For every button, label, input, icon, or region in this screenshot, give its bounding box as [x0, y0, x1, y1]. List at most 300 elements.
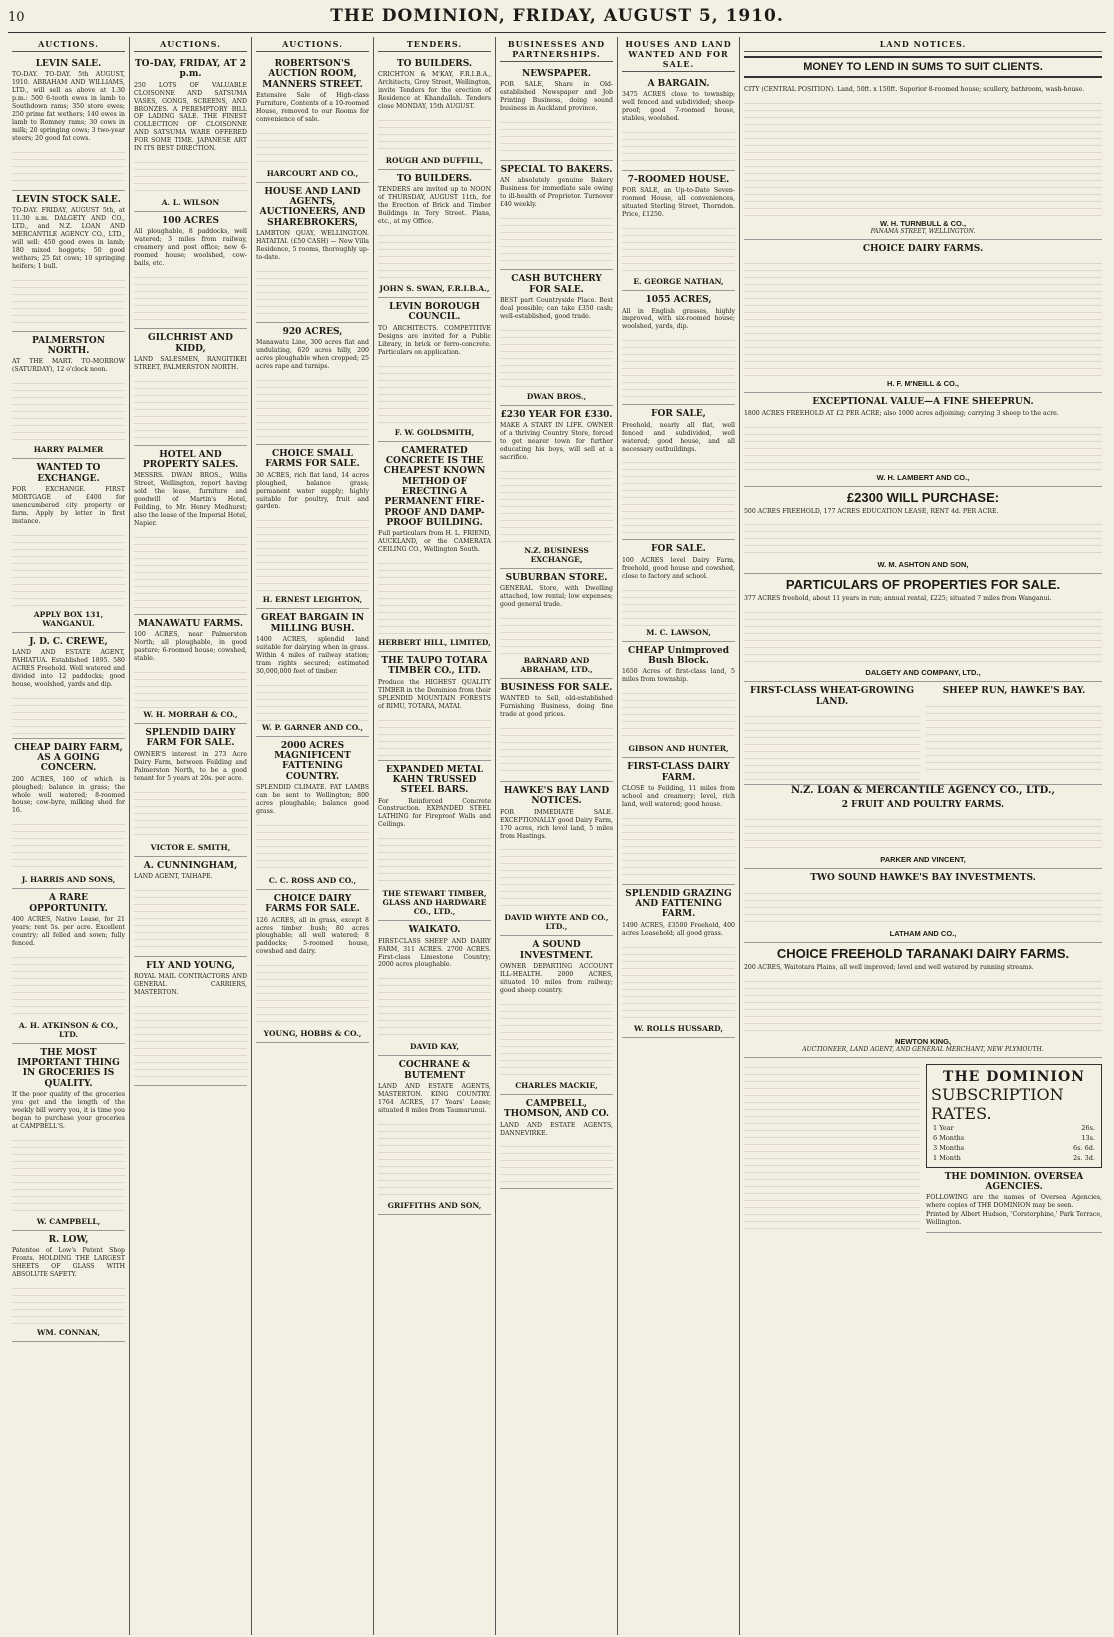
ad-title: GREAT BARGAIN IN MILLING BUSH. [260, 613, 365, 634]
text-block [12, 377, 125, 443]
text-block [378, 360, 491, 426]
advertiser-name: APPLY BOX 131, WANGANUI. [33, 609, 104, 628]
ad [744, 682, 1102, 785]
text-block [134, 271, 247, 324]
ad-body: CLOSE to Feilding, 11 miles from school and creamery; level, rich land, well watered; good house. [622, 784, 735, 808]
advertiser-name: BARNARD AND ABRAHAM, LTD., [520, 655, 593, 674]
ad [12, 459, 125, 632]
text-block [378, 1118, 491, 1199]
advertiser-name: YOUNG, HOBBS & CO., [263, 1029, 362, 1039]
page-number: 10 [8, 10, 25, 25]
ad-body: GENERAL Store, with Dwelling attached, low rental; low expenses; good general trade. [500, 585, 613, 608]
advertiser-address: PANAMA STREET, WELLINGTON. [870, 227, 976, 235]
text-block [744, 421, 1102, 471]
ad-body: 1490 ACRES, £3500 Freehold, 400 acres Leasehold; all good grass. [622, 921, 735, 937]
ad-title: 2 FRUIT AND POULTRY FARMS. [841, 800, 1005, 810]
ad-body: TO ARCHITECTS. COMPETITIVE Designs are invited for a Public Library, in brick or ferro-concrete. Particulars on application. [378, 324, 491, 356]
advertiser-name: THE STEWART TIMBER, GLASS AND HARDWARE CO., LTD., [382, 889, 487, 917]
section-head: TENDERS. [378, 39, 491, 52]
advertiser-name: W. H. TURNBULL & CO., [879, 218, 967, 228]
ad [926, 1168, 1102, 1233]
ad-title: CASH BUTCHERY FOR SALE. [511, 274, 602, 295]
text-block [134, 531, 247, 610]
ad-body: ROYAL MAIL CONTRACTORS AND GENERAL CARRIERS, MASTERTON. [134, 973, 247, 996]
rates-table [931, 1123, 1097, 1163]
ad [256, 445, 369, 609]
column-auctions-1 [8, 37, 130, 1635]
rate-row [931, 1143, 1097, 1153]
text-block [12, 692, 125, 734]
ad-title: SPECIAL TO BAKERS. [500, 165, 613, 176]
text-block [134, 884, 247, 952]
text-block [378, 972, 491, 1040]
ad-body: LAND AND ESTATE AGENT, PAHIATUA. Established 1895. 580 ACRES Freehold. Well watered and divided into 12 paddocks; good house, woolshed, yards and dip. [12, 648, 125, 688]
ad-list [134, 55, 247, 1086]
ad-title: FLY AND YOUNG, [146, 960, 235, 971]
text-block [744, 518, 1102, 558]
rate-value: 2s. 3d. [1073, 1153, 1095, 1162]
text-block [622, 687, 735, 742]
ad-title: EXPANDED METAL KAHN TRUSSED STEEL BARS. [385, 764, 484, 796]
ad-list [256, 55, 369, 1043]
text-block [134, 786, 247, 841]
advertiser-name: A. L. WILSON [161, 198, 220, 208]
ad-title: CAMERATED CONCRETE IS THE CHEAPEST KNOWN METHOD OF ERECTING A PERMANENT FIRE-PROOF AND DAMP-PROOF BUILDING. [383, 445, 486, 528]
advertiser-name: CHARLES MACKIE, [515, 1080, 598, 1090]
ad [744, 869, 1102, 942]
column-businesses [496, 37, 618, 1635]
ad-title: WAIKATO. [408, 925, 461, 936]
ad-body: OWNER'S interest in 273 Acre Dairy Farm, between Feilding and Palmerston North, to be a good tenant for 5 years at 20s. per acre. [134, 750, 247, 782]
advertiser-name: N.Z. LOAN & MERCANTILE AGENCY CO., LTD., [791, 785, 1055, 796]
ad-body: FOR SALE, an Up-to-Date Seven-roomed House, all conveniences, situated Sterling Street, Thorndon. Price, £1250. [622, 187, 735, 219]
ad-title: TO BUILDERS. [396, 59, 473, 69]
ad-title: FOR SALE. [651, 544, 706, 555]
ad-body: LAND AND ESTATE AGENTS, DANNEVIRKE. [500, 1121, 613, 1137]
ad [622, 642, 735, 759]
rate-row [931, 1153, 1097, 1163]
text-block [378, 714, 491, 756]
ad-title: TO-DAY, FRIDAY, AT 2 p.m. [134, 59, 246, 80]
ad [12, 633, 125, 739]
text-block [500, 612, 613, 654]
ad-title: A SOUND INVESTMENT. [519, 940, 594, 961]
ad-body: Manawatu Line, 300 acres flat and undulating, 620 acres hilly, 200 acres ploughable when cropped; 25 acres rape and turnips. [256, 339, 369, 371]
text-block [500, 843, 613, 911]
ad-body: 3475 ACRES close to township; well fenced and subdivided; sheep-proof; good 7-roomed house, stables, woolshed. [622, 91, 735, 123]
text-block [378, 832, 491, 887]
text-block [500, 212, 613, 265]
advertiser-name: JOHN S. SWAN, F.R.I.B.A., [379, 284, 490, 294]
ad-list [622, 75, 735, 1038]
ad-title: LEVIN STOCK SALE. [16, 194, 121, 205]
ad [500, 270, 613, 406]
ad-title: TWO SOUND HAWKE'S BAY INVESTMENTS. [810, 873, 1036, 884]
ad [500, 569, 613, 679]
ad-body: OWNER DEPARTING ACCOUNT ILL-HEALTH. 2000 ACRES, situated 10 miles from railway; good sheep country. [500, 963, 613, 994]
text-block [622, 126, 735, 166]
ad [622, 75, 735, 171]
ad-body: MAKE A START IN LIFE. OWNER of a thriving Country Store, forced to get nearer town for further educating his boys, will sell at a sacrifice. [500, 422, 613, 461]
ad-title: SHEEP RUN, HAWKE'S BAY. [942, 686, 1086, 697]
text-block [12, 1134, 125, 1215]
text-block [744, 813, 1102, 853]
subscription-head: SUBSCRIPTION RATES. [931, 1084, 1064, 1123]
ad-title: CHEAP DAIRY FARM, AS A GOING CONCERN. [14, 742, 123, 774]
text-block [744, 887, 1102, 927]
advertiser-name: DAVID WHYTE AND CO., LTD., [504, 913, 609, 932]
text-block [622, 456, 735, 535]
ad-body: WANTED to Sell, old-established Furnishing Business, doing fine trade at good prices. [500, 695, 613, 719]
ad-body: FOR IMMEDIATE SALE. EXCEPTIONALLY good Dairy Farm, 170 acres, rich level land, 5 miles from Hastings. [500, 808, 613, 840]
ad-body: 100 ACRES, near Palmerston North; all ploughable, in good pasture; 6-roomed house; cowshed, stable. [134, 631, 247, 663]
ad-title: COCHRANE & BUTEMENT [398, 1060, 471, 1081]
ad-title: FOR SALE, [651, 409, 706, 420]
text-block [378, 114, 491, 154]
text-block [622, 334, 735, 400]
ad-body: For Reinforced Concrete Construction. EXPANDED STEEL LATHING for Fireproof Walls and Ceilings. [378, 797, 491, 829]
ad [134, 446, 247, 615]
ad [622, 758, 735, 885]
text-block [622, 812, 735, 880]
text-block [378, 229, 491, 282]
ad-title: A BARGAIN. [647, 79, 710, 89]
advertiser-name: DAVID KAY, [410, 1042, 459, 1052]
ad-body: TO-DAY. TO-DAY. 5th AUGUST, 1910. ABRAHAM AND WILLIAMS, LTD., will sell as above at 1.30 p.m.: 500 6-tooth ewes in lamb to Southdown rams; 350 store ewes; 250 prime fat wethers; 140 ewes in lamb to Romney rams; 30 cows in milk; 20 springing cows; 3 two-year steers; 20 good fat cows. [12, 71, 125, 142]
ad [622, 405, 735, 540]
ad-body: LAND AND ESTATE AGENTS, MASTERTON. KING COUNTRY. 1764 ACRES, 17 Years' Lease; situated 8 miles from Taumarunui. [378, 1083, 491, 1114]
advertiser-name: VICTOR E. SMITH, [150, 842, 231, 852]
advertiser-name: W. H. MORRAH & CO., [143, 710, 238, 720]
ad-title: 2000 ACRES MAGNIFICENT FATTENING COUNTRY. [274, 740, 351, 782]
text-block [256, 679, 369, 721]
ad-title: MANAWATU FARMS. [137, 618, 243, 629]
ad [12, 1231, 125, 1342]
ad [378, 761, 491, 922]
imprint: Printed by Albert Hudson, 'Corstorphine,' Park Terrace, Wellington. [926, 1211, 1102, 1227]
ad [134, 957, 247, 1086]
ad [378, 652, 491, 760]
ad-body: 30 ACRES, rich flat land, 14 acres ploughed, balance grass; permanent water supply; highly suitable for poultry, fruit and garden. [256, 471, 369, 511]
advertiser-name: HARRY PALMER [33, 445, 104, 455]
ad [622, 885, 735, 1038]
text-block [256, 374, 369, 440]
ad-body: All ploughable, 8 paddocks, well watered; 3 miles from railway, creamery and post office; new 6-roomed house; woolshed, cow-bails, etc. [134, 228, 247, 268]
advertiser-name: DALGETY AND COMPANY, LTD., [865, 668, 981, 678]
ad-body: 1800 ACRES FREEHOLD AT £2 PER ACRE; also 1000 acres adjoining; carrying 3 sheep to the acre. [744, 409, 1059, 417]
text-block [744, 257, 1102, 377]
ad [500, 65, 613, 161]
ad-title: HOUSE AND LAND AGENTS, AUCTIONEERS, AND SHAREBROKERS, [259, 186, 366, 228]
text-block [744, 97, 1102, 217]
ad [134, 55, 247, 212]
ad [12, 1044, 125, 1231]
column-land-notices [740, 37, 1106, 1635]
ad [12, 332, 125, 460]
ad [500, 1095, 613, 1190]
text-block [12, 146, 125, 186]
ad-title: WANTED TO EXCHANGE. [36, 463, 101, 484]
text-block [134, 156, 247, 196]
ad-title: EXCEPTIONAL VALUE—A FINE SHEEPRUN. [812, 397, 1034, 408]
ad-body: FOLLOWING are the names of Oversea Agencies, where copies of THE DOMINION may be seen. [926, 1194, 1102, 1210]
ad-title: LEVIN SALE. [35, 59, 102, 69]
ad-title: SPLENDID DAIRY FARM FOR SALE. [145, 728, 236, 749]
ad-body: 200 ACRES, 160 of which is ploughed; balance in grass; the whole well watered; 8-roomed house; cow-byre, milking shed for 16. [12, 775, 125, 815]
columns [8, 37, 1106, 1635]
ad [500, 679, 613, 782]
text-block [500, 116, 613, 156]
rate-label: 1 Month [933, 1153, 961, 1162]
advertiser-name: NEWTON KING, [894, 1036, 952, 1046]
advertiser-name: HERBERT HILL, LIMITED, [378, 638, 491, 648]
rate-label: 1 Year [933, 1123, 954, 1132]
ad-body: FOR EXCHANGE. FIRST MORTGAGE of £400 for unencumbered city property or farm. Apply by letter in first instance. [12, 485, 125, 525]
ad-title: CHOICE SMALL FARMS FOR SALE. [265, 449, 360, 470]
ad-body: 377 ACRES freehold, about 11 years in run; annual rental, £225; situated 7 miles from Wanganui. [744, 595, 1052, 603]
ad [744, 82, 1102, 240]
ad [378, 55, 491, 170]
ad-title: 7-ROOMED HOUSE. [627, 175, 730, 186]
text-block [926, 700, 1102, 770]
ad [744, 796, 1102, 869]
advertiser-name: E. GEORGE NATHAN, [633, 277, 724, 287]
text-block [500, 998, 613, 1079]
ad [256, 890, 369, 1043]
section-head: AUCTIONS. [134, 39, 247, 52]
rate-row [931, 1133, 1097, 1143]
ad [500, 782, 613, 936]
ad [378, 921, 491, 1056]
advertiser-name: DWAN BROS., [526, 391, 587, 401]
ad-title: 920 ACRES, [282, 326, 343, 337]
ad [134, 212, 247, 329]
ad [744, 240, 1102, 393]
text-block [622, 584, 735, 626]
section-head: AUCTIONS. [256, 39, 369, 52]
text-block [744, 710, 920, 780]
rate-value: 26s. [1081, 1123, 1095, 1132]
ad-title: FIRST-CLASS DAIRY FARM. [627, 762, 730, 783]
ad-body: Produce the HIGHEST QUALITY TIMBER in the Dominion from their SPLENDID MOUNTAIN FORESTS of RIMU, TOTARA, MATAI. [378, 678, 491, 710]
advertiser-name: GIBSON AND HUNTER, [628, 744, 729, 754]
ad-title: CHOICE FREEHOLD TARANAKI DAIRY FARMS. [776, 945, 1070, 961]
column-auctions-3 [252, 37, 374, 1635]
ad-title: THE TAUPO TOTARA TIMBER CO., LTD. [381, 656, 488, 677]
ad-body: 400 ACRES, Native Lease, for 21 years; rent 5s. per acre. Excellent country; all felled and sown; fully fenced. [12, 916, 125, 947]
ad-body: 500 ACRES FREEHOLD, 177 ACRES EDUCATION LEASE, RENT 4d. PER ACRE. [744, 507, 999, 515]
text-block [134, 375, 247, 441]
ad-title: CHEAP Unimproved Bush Block. [627, 645, 730, 666]
ad-title: NEWSPAPER. [521, 69, 592, 79]
ad-title: A. CUNNINGHAM, [143, 860, 238, 871]
ad-body: TO-DAY. FRIDAY, AUGUST 5th, at 11.30 a.m. DALGETY AND CO., LTD., and N.Z. LOAN AND MERCANTILE AGENCY CO., LTD., will sell: 450 good ewes in lamb; 180 mixed hoggets; 50 good wethers; 25 fat cows; 10 springing heifers; 1 bull. [12, 207, 125, 270]
ad-title: BUSINESS FOR SALE. [500, 682, 613, 693]
text-block [256, 819, 369, 874]
rate-label: 6 Months [933, 1133, 965, 1142]
ad-title: CHOICE DAIRY FARMS FOR SALE. [265, 893, 360, 915]
ad-body: If the poor quality of the groceries you get and the length of the weekly bill worry you, it is time you began to purchase your groceries at CAMPBELL'S. [12, 1091, 125, 1130]
text-block [500, 324, 613, 390]
ad [500, 161, 613, 270]
ad-title: R. LOW, [48, 1234, 89, 1245]
ad [12, 739, 125, 890]
ad [378, 442, 491, 653]
advertiser-name: PARKER AND VINCENT, [880, 855, 966, 865]
section-head: AUCTIONS. [12, 39, 125, 52]
text-block [134, 1000, 247, 1081]
advertiser-name: M. C. LAWSON, [646, 627, 711, 637]
ad-title: ROBERTSON'S AUCTION ROOM, MANNERS STREET. [262, 59, 363, 90]
text-block [500, 722, 613, 777]
advertiser-name: H. F. M'NEILL & CO., [886, 379, 960, 389]
text-block [12, 951, 125, 1019]
text-block [500, 465, 613, 544]
ad-title: TO BUILDERS. [396, 174, 473, 185]
text-block [12, 529, 125, 608]
ad-body: 126 ACRES, all in grass, except 8 acres timber bush; 80 acres ploughable; all well watered; 8 paddocks; 5-roomed house, cowshed and dairy. [256, 916, 369, 956]
ad-body: 250 LOTS OF VALUABLE CLOISONNE AND SATSUMA VASES, GONGS, SCREENS, AND BRONZES. A PEREMPTORY BILL OF LADING SALE. THE FINEST COLLECTION OF CLOISONNE AND SATSUMA WARE OFFERED FOR SOME TIME. JAPANESE ART IN ITS BEST DIRECTION. [134, 81, 247, 153]
text-block [744, 975, 1102, 1035]
text-block [256, 514, 369, 593]
ad [12, 191, 125, 332]
ad-body: CITY (CENTRAL POSITION). Land, 50ft. x 150ft. Superior 8-roomed house; scullery, bathroom, wash-house. [744, 86, 1085, 93]
ad-body: TENDERS are invited up to NOON of THURSDAY, AUGUST 11th, for the Erection of Brick and Timber Buildings in Tory Street. Plans, etc., at my Office. [378, 186, 491, 226]
ad-body: Extensive Sale of High-class Furniture, Contents of a 10-roomed House, removed to our Rooms for convenience of sale. [256, 92, 369, 123]
ad-body: MESSRS. DWAN BROS., Willis Street, Wellington, report having sold the lease, furniture and goodwill of Martin's Hotel, Feilding, to Mr. Henry Medhurst; also the lease of the Imperial Hotel, Napier. [134, 472, 247, 528]
ad-body: 100 ACRES level Dairy Farm, freehold, good house and cowshed, close to factory and school. [622, 556, 735, 580]
ad-title: LEVIN BOROUGH COUNCIL. [389, 302, 480, 323]
ad-list [500, 65, 613, 1189]
advertiser-name: LATHAM AND CO., [889, 928, 957, 938]
advertiser-name: J. HARRIS AND SONS, [21, 875, 116, 885]
advertiser-name: W. P. GARNER AND CO., [261, 722, 364, 732]
ad [622, 171, 735, 291]
ad [744, 943, 1102, 1058]
text-block [378, 557, 491, 636]
ad-title: A RARE OPPORTUNITY. [29, 893, 108, 914]
ad-body: AN absolutely genuine Bakery Business for immediate sale owing to ill-health of Proprietor. Turnover £40 weekly. [500, 177, 613, 209]
advertiser-name: WM. CONNAN, [37, 1327, 100, 1337]
advertiser-name: W. CAMPBELL, [36, 1216, 101, 1226]
ad [378, 1056, 491, 1214]
ad-body: Freehold, nearly all flat, well fenced and subdivided, well watered; good house, and all necessary outbuildings. [622, 421, 735, 453]
ad-title: THE MOST IMPORTANT THING IN GROCERIES IS QUALITY. [17, 1047, 120, 1089]
section-head: BUSINESSES AND PARTNERSHIPS. [500, 39, 613, 62]
ad [500, 406, 613, 569]
advertiser-name: F. W. GOLDSMITH, [394, 427, 475, 437]
section-head: LAND NOTICES. [744, 39, 1102, 52]
masthead [8, 6, 1106, 33]
ad [256, 737, 369, 890]
text-block [256, 959, 369, 1027]
rate-value: 13s. [1081, 1133, 1095, 1142]
ad-body: FOR SALE, Share in Old-established Newspaper and Job Printing Business, doing sound business in Auckland province. [500, 81, 613, 113]
ad-title: £230 YEAR FOR £330. [500, 409, 613, 420]
text-block [12, 274, 125, 327]
rate-row [931, 1123, 1097, 1133]
advertiser-name: N.Z. BUSINESS EXCHANGE, [524, 545, 589, 564]
ad-title: CHOICE DAIRY FARMS. [862, 243, 984, 254]
ad [744, 574, 1102, 682]
ad-body: 1400 ACRES, splendid land suitable for dairying when in grass. Within 4 miles of railway station; tram rights secured; estimated 30,000,000 feet of timber. [256, 636, 369, 675]
text-block [256, 265, 369, 318]
advertiser-address: AUCTIONEER, LAND AGENT, AND GENERAL MERCHANT, NEW PLYMOUTH. [802, 1045, 1044, 1053]
ad [256, 323, 369, 445]
ad-title: HAWKE'S BAY LAND NOTICES. [503, 786, 610, 807]
ad [744, 393, 1102, 486]
ad-title: SPLENDID GRAZING AND FATTENING FARM. [625, 888, 732, 920]
rate-label: 3 Months [933, 1143, 965, 1152]
ad-body: Patentee of Low's Patent Shop Fronts. HOLDING THE LARGEST SHEETS OF GLASS WITH ABSOLUTE SAFETY. [12, 1247, 125, 1278]
text-block [12, 1282, 125, 1326]
ad [134, 724, 247, 856]
column-auctions-2 [130, 37, 252, 1635]
ad [622, 540, 735, 641]
rate-value: 6s. 6d. [1073, 1143, 1095, 1152]
ad [12, 55, 125, 191]
text-block [744, 1061, 920, 1231]
ad [500, 936, 613, 1094]
ad-title: £2300 WILL PURCHASE: [846, 489, 1000, 505]
text-block [622, 941, 735, 1022]
ad [744, 487, 1102, 575]
ad-body: LAND SALESMEN, RANGITIKEI STREET, PALMERSTON NORTH. [134, 355, 247, 371]
ad [256, 609, 369, 736]
text-block [622, 222, 735, 275]
ad [378, 170, 491, 298]
ad-body: LAND AGENT, TAIHAPE. [134, 872, 213, 880]
ad-title: FIRST-CLASS WHEAT-GROWING LAND. [749, 686, 915, 707]
ad [622, 291, 735, 405]
ad [134, 857, 247, 957]
ad-title: GILCHRIST AND KIDD, [148, 333, 233, 354]
ad-body: LAMBTON QUAY, WELLINGTON. HATAITAI. (£50 CASH) — New Villa Residence, 5 rooms, thoroughly up-to-date. [256, 230, 369, 261]
advertiser-name: HARCOURT AND CO., [266, 168, 359, 178]
section-head: HOUSES AND LAND WANTED AND FOR SALE. [622, 39, 735, 72]
ad [134, 615, 247, 724]
ad-title: 100 ACRES [162, 216, 219, 227]
ad-body: FIRST-CLASS SHEEP AND DAIRY FARM, 311 ACRES. 2700 ACRES. First-class Limestone Country; 2000 acres ploughable. [378, 937, 491, 969]
ad-title: SUBURBAN STORE. [505, 572, 608, 583]
ad-title: PARTICULARS OF PROPERTIES FOR SALE. [785, 577, 1061, 593]
ad-body: SPLENDID CLIMATE. FAT LAMBS can be sent to Wellington; 800 acres ploughable; balance good grass. [256, 784, 369, 815]
advertiser-name: W. M. ASHTON AND SON, [877, 560, 969, 570]
ad-list [12, 55, 125, 1342]
dominion-name: THE DOMINION [943, 1068, 1085, 1085]
ad [12, 889, 125, 1043]
advertiser-name: A. H. ATKINSON & CO., LTD. [18, 1020, 119, 1039]
ad-title: 1055 ACRES, [645, 295, 712, 306]
advertiser-name: ROUGH AND DUFFILL, [385, 156, 484, 166]
dominion-subscription-box [926, 1064, 1102, 1168]
advertiser-name: H. ERNEST LEIGHTON, [262, 595, 363, 605]
ad-body: BEST part Countryside Place. Best deal possible; can take £350 cash; well-established, good trade. [500, 296, 613, 320]
ad [134, 329, 247, 446]
ad-body: Full particulars from H. L. FRIEND, AUCKLAND, or the CAMERATA CEILING CO., Wellington South. [378, 530, 491, 554]
advertiser-name: C. C. ROSS AND CO., [268, 875, 357, 885]
ad-title: PALMERSTON NORTH. [32, 335, 105, 356]
money-banner: MONEY TO LEND IN SUMS TO SUIT CLIENTS. [744, 56, 1102, 78]
ad-title: HOTEL AND PROPERTY SALES. [142, 449, 239, 471]
ad [378, 298, 491, 441]
text-block [500, 1140, 613, 1184]
ad-body: 200 ACRES, Waitotara Plains, all well improved; level and well watered by running streams. [744, 963, 1034, 971]
ad-title: CAMPBELL, THOMSON, AND CO. [503, 1098, 610, 1120]
column-houses-land [618, 37, 740, 1635]
ad-body: AT THE MART. TO-MORROW (SATURDAY), 12 o'clock noon. [12, 358, 125, 374]
column-tenders [374, 37, 496, 1635]
